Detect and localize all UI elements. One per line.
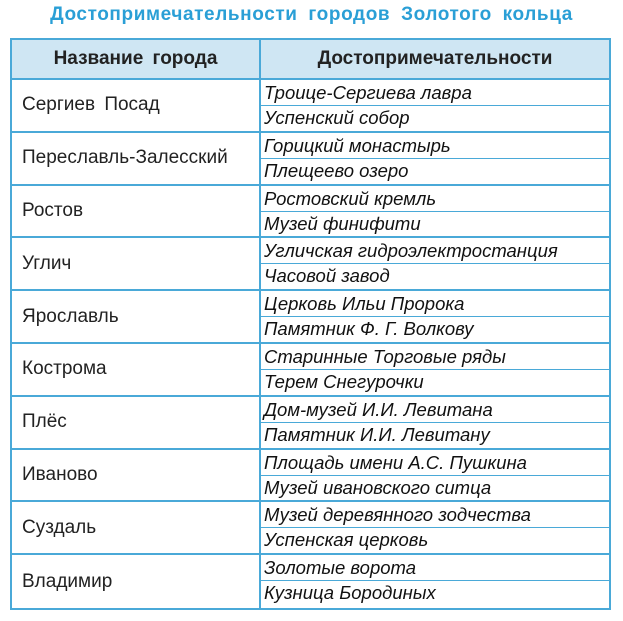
sight-item: Памятник Ф. Г. Волкову bbox=[264, 318, 474, 340]
city-name: Кострома bbox=[22, 358, 107, 380]
header-sights: Достопримечательности bbox=[317, 48, 553, 69]
sight-item: Музей ивановского ситца bbox=[264, 476, 492, 498]
row-subdivider bbox=[261, 422, 609, 423]
sight-item: Успенский собор bbox=[264, 107, 410, 128]
sight-item: Кузница Бородиных bbox=[264, 582, 436, 604]
row-subdivider bbox=[261, 475, 609, 476]
table-row bbox=[12, 450, 609, 503]
sight-item: Старинные Торговые ряды bbox=[264, 345, 506, 367]
city-name: Владимир bbox=[22, 570, 113, 592]
table-row bbox=[12, 344, 609, 397]
city-name: Иваново bbox=[22, 463, 98, 485]
sight-item: Площадь имени А.С. Пушкина bbox=[264, 451, 527, 473]
table-row bbox=[12, 397, 609, 450]
row-subdivider bbox=[261, 316, 609, 317]
table-row bbox=[12, 186, 609, 239]
sight-item: Золотые ворота bbox=[264, 557, 417, 579]
city-name: Ростов bbox=[22, 199, 84, 221]
table-row bbox=[12, 238, 609, 291]
table-body bbox=[12, 80, 609, 608]
city-name: Переславль-Залесский bbox=[22, 147, 228, 169]
sight-item: Дом-музей И.И. Левитана bbox=[264, 398, 493, 420]
row-subdivider bbox=[261, 105, 609, 106]
city-name: Ярославль bbox=[22, 305, 119, 327]
page-title: Достопримечательности городов Золотого кольца bbox=[50, 4, 573, 25]
sight-item: Музей финифити bbox=[264, 212, 421, 234]
city-name: Углич bbox=[22, 252, 72, 274]
city-name: Сергиев Посад bbox=[22, 94, 160, 116]
table-row bbox=[12, 502, 609, 555]
sight-item: Горицкий монастырь bbox=[264, 134, 451, 156]
sight-item: Ростовский кремль bbox=[264, 187, 437, 209]
table-row bbox=[12, 80, 609, 133]
city-name: Суздаль bbox=[22, 516, 97, 538]
sight-item: Часовой завод bbox=[264, 265, 390, 287]
table-row bbox=[12, 555, 609, 608]
row-subdivider bbox=[261, 211, 609, 212]
row-subdivider bbox=[261, 369, 609, 370]
sight-item: Музей деревянного зодчества bbox=[264, 504, 531, 526]
header-city: Название города bbox=[53, 48, 218, 69]
row-subdivider bbox=[261, 158, 609, 159]
city-name: Плёс bbox=[22, 411, 67, 433]
table-header bbox=[12, 40, 609, 80]
sight-item: Плещеево озеро bbox=[264, 159, 409, 181]
sight-item: Церковь Ильи Пророка bbox=[264, 293, 465, 315]
table-row bbox=[12, 291, 609, 344]
sight-item: Терем Снегурочки bbox=[264, 370, 424, 392]
row-subdivider bbox=[261, 263, 609, 264]
sight-item: Угличская гидроэлектростанция bbox=[264, 240, 558, 262]
attractions-table bbox=[10, 38, 611, 610]
row-subdivider bbox=[261, 580, 609, 581]
sight-item: Троице-Сергиева лавра bbox=[264, 82, 472, 103]
table-row bbox=[12, 133, 609, 186]
sight-item: Успенская церковь bbox=[264, 529, 429, 551]
sight-item: Памятник И.И. Левитану bbox=[264, 423, 490, 445]
row-subdivider bbox=[261, 527, 609, 528]
